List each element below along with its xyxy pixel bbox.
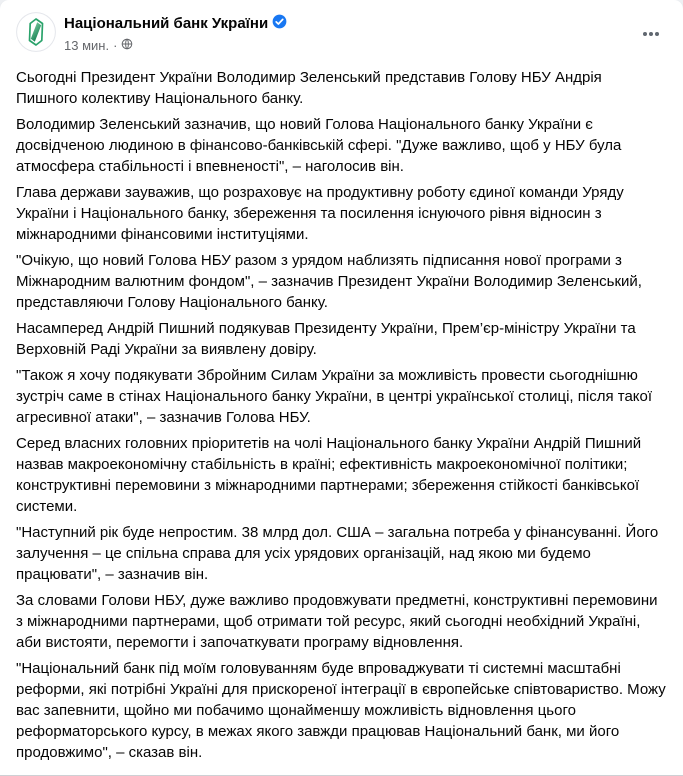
page-avatar[interactable] bbox=[16, 12, 56, 52]
post-header bbox=[0, 0, 683, 58]
page-name-link[interactable]: Національний банк України bbox=[64, 15, 269, 32]
meta-separator: · bbox=[113, 37, 118, 53]
ellipsis-dot bbox=[655, 32, 659, 36]
post-paragraph: "Наступний рік буде непростим. 38 млрд дол. США – загальна потреба у фінансуванні. Його залучення – це спільна справа для усіх урядових організацій, над якою ми будемо працювати", – зазначив він. bbox=[16, 524, 659, 583]
name-row bbox=[64, 13, 627, 34]
nbu-logo-icon bbox=[16, 12, 56, 52]
verified-badge-icon bbox=[272, 14, 287, 34]
ellipsis-dot bbox=[649, 32, 653, 36]
post-paragraph: Серед власних головних пріоритетів на чолі Національного банку України Андрій Пишний назвав макроекономічну стабільність в країні; ефективність макроекономічної політики; конструктивні перемовини з міжнародними партнерами; збереження стійкості банківської системи. bbox=[16, 435, 642, 515]
header-meta bbox=[64, 12, 627, 54]
ellipsis-dot bbox=[643, 32, 647, 36]
post-paragraph: За словами Голови НБУ, дуже важливо продовжувати предметні, конструктивні перемовини з міжнародними партнерами, щоб отримати той ресурс, який сьогодні необхідний Україні, аби вистояти, перемогти і започаткувати програму відновлення. bbox=[16, 592, 658, 651]
post-paragraph: Глава держави зауважив, що розраховує на продуктивну роботу єдиної команди Уряду України і Національного банку, збереження та посилення існуючого рівня відносин з міжнародними фінансовими інституціями. bbox=[16, 184, 624, 243]
post-timestamp[interactable]: 13 мин. bbox=[64, 37, 110, 53]
post-paragraph: Насамперед Андрій Пишний подякував Президенту України, Прем’єр-міністру України та Верховній Раді України за виявлену довіру. bbox=[16, 320, 636, 358]
more-options-button[interactable] bbox=[635, 18, 667, 50]
post-paragraph: "Також я хочу подякувати Збройним Силам України за можливість провести сьогоднішню зустріч саме в стінах Національного банку України, в центрі української столиці, після такої агресивної атаки", – зазначив Голова НБУ. bbox=[16, 367, 653, 426]
post-body bbox=[0, 58, 683, 775]
globe-privacy-icon bbox=[121, 38, 133, 54]
post-paragraph: "Національний банк під моїм головуванням буде впроваджувати ті системні масштабні реформи, які потрібні Україні для прискореної інтеграції в європейське співтовариство. Можу вас запевнити, щойно ми побачимо щонайменшу можливість відновлення цього реформаторського курсу, в межах якого завжди працював Національний банк, ми його продовжимо", – сказав він. bbox=[16, 660, 666, 761]
post-paragraph: Володимир Зеленський зазначив, що новий Голова Національного банку України є досвідченою людиною в фінансово-банківській сфері. "Дуже важливо, щоб у НБУ була атмосфера стабільності і впевненості", – наголосив він. bbox=[16, 116, 622, 175]
post-meta-row bbox=[64, 37, 627, 54]
post-paragraph: "Очікую, що новий Голова НБУ разом з урядом наблизять підписання нової програми з Міжнародним валютним фондом", – зазначив Президент України Володимир Зеленський, представляючи Голову Національного банку. bbox=[16, 252, 642, 311]
post-paragraph: Сьогодні Президент України Володимир Зеленський представив Голову НБУ Андрія Пишного колективу Національного банку. bbox=[16, 69, 602, 107]
